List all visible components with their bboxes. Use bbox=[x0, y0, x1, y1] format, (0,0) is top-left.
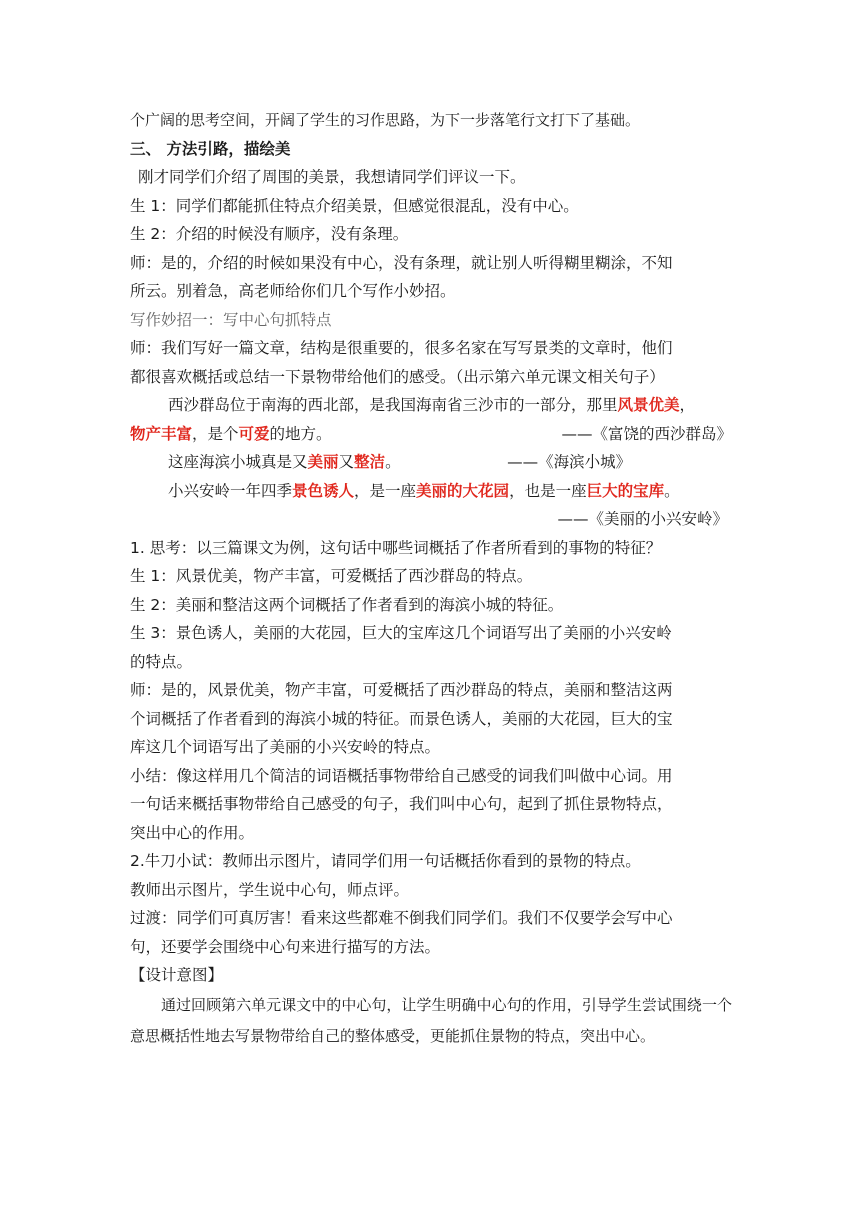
quote-block bbox=[130, 391, 732, 534]
quote-source: ——《富饶的西沙群岛》 bbox=[561, 424, 732, 443]
highlight-word: 美丽的大花园 bbox=[416, 481, 510, 500]
highlight-word: 巨大的宝库 bbox=[586, 481, 665, 500]
quote-line: 小兴安岭一年四季景色诱人，是一座美丽的大花园，也是一座巨大的宝库。 bbox=[168, 481, 680, 500]
quote-source: ——《海滨小城》 bbox=[507, 453, 632, 471]
dialogue-line: 所云。别着急，高老师给你们几个写作小妙招。 bbox=[130, 282, 456, 300]
dialogue-line: 个词概括了作者看到的海滨小城的特征。而景色诱人，美丽的大花园，巨大的宝 bbox=[130, 709, 673, 728]
dialogue-line: 师：是的，介绍的时候如果没有中心，没有条理，就让别人听得糊里糊涂，不知 bbox=[130, 253, 673, 272]
dialogue-line: 师：是的，风景优美，物产丰富，可爱概括了西沙群岛的特点，美丽和整洁这两 bbox=[130, 681, 673, 699]
highlight-word: 物产丰富 bbox=[130, 424, 193, 443]
summary-line: 一句话来概括事物带给自己感受的句子，我们叫中心句，起到了抓住景物特点， bbox=[130, 795, 673, 813]
quote-line: 物产丰富，是个可爱的地方。 ——《富饶的西沙群岛》 bbox=[130, 420, 732, 449]
highlight-word: 美丽 bbox=[307, 453, 339, 471]
transition-line: 句，还要学会围绕中心句来进行描写的方法。 bbox=[130, 937, 441, 956]
summary-line: 小结：像这样用几个简洁的词语概括事物带给自己感受的词我们叫做中心词。用 bbox=[130, 766, 673, 785]
design-intent-title: 【设计意图】 bbox=[130, 966, 224, 984]
design-intent-text: 通过回顾第六单元课文中的中心句，让学生明确中心句的作用，引导学生尝试围绕一个意思概括性地去写景物带给自己的整体感受，更能抓住景物的特点，突出中心。 bbox=[130, 995, 732, 1045]
dialogue-line: 生 1：同学们都能抓住特点介绍美景，但感觉很混乱，没有中心。 bbox=[130, 196, 579, 215]
quote-line: 这座海滨小城真是又美丽又整洁。 ——《海滨小城》 bbox=[168, 453, 632, 471]
highlight-word: 整洁 bbox=[354, 453, 386, 471]
dialogue-line: 生 2：美丽和整洁这两个词概括了作者看到的海滨小城的特征。 bbox=[130, 595, 564, 614]
dialogue-line: 生 1：风景优美，物产丰富，可爱概括了西沙群岛的特点。 bbox=[130, 567, 533, 585]
writing-tip-heading: 写作妙招一：写中心句抓特点 bbox=[130, 310, 332, 329]
section-heading: 三、 方法引路，描绘美 bbox=[130, 139, 291, 158]
paragraph-line: 刚才同学们介绍了周围的美景，我想请同学们评议一下。 bbox=[138, 168, 526, 186]
dialogue-line: 都很喜欢概括或总结一下景物带给他们的感受。（出示第六单元课文相关句子） bbox=[130, 367, 665, 386]
highlight-word: 景色诱人 bbox=[292, 481, 355, 500]
exercise-line: 2.牛刀小试：教师出示图片，请同学们用一句话概括你看到的景物的特点。 bbox=[130, 852, 641, 870]
summary-line: 突出中心的作用。 bbox=[130, 823, 255, 842]
paragraph-line: 个广阔的思考空间，开阔了学生的习作思路，为下一步落笔行文打下了基础。 bbox=[130, 111, 641, 129]
document-page bbox=[130, 106, 732, 1052]
dialogue-line: 的特点。 bbox=[130, 652, 193, 671]
dialogue-line: 师：我们写好一篇文章，结构是很重要的，很多名家在写写景类的文章时，他们 bbox=[130, 339, 673, 357]
paragraph-line: 教师出示图片，学生说中心句，师点评。 bbox=[130, 880, 410, 899]
quote-source: ——《美丽的小兴安岭》 bbox=[557, 510, 728, 528]
transition-line: 过渡：同学们可真厉害！看来这些都难不倒我们同学们。我们不仅要学会写中心 bbox=[130, 909, 673, 927]
dialogue-line: 生 2：介绍的时候没有顺序，没有条理。 bbox=[130, 225, 409, 243]
question-line: 1. 思考：以三篇课文为例，这句话中哪些词概括了作者所看到的事物的特征？ bbox=[130, 538, 662, 557]
dialogue-line: 库这几个词语写出了美丽的小兴安岭的特点。 bbox=[130, 738, 441, 756]
highlight-word: 可爱 bbox=[238, 424, 270, 443]
highlight-word: 风景优美 bbox=[617, 396, 680, 414]
quote-line: 西沙群岛位于南海的西北部，是我国海南省三沙市的一部分，那里风景优美， bbox=[168, 396, 696, 414]
dialogue-line: 生 3：景色诱人，美丽的大花园，巨大的宝库这几个词语写出了美丽的小兴安岭 bbox=[130, 624, 672, 642]
